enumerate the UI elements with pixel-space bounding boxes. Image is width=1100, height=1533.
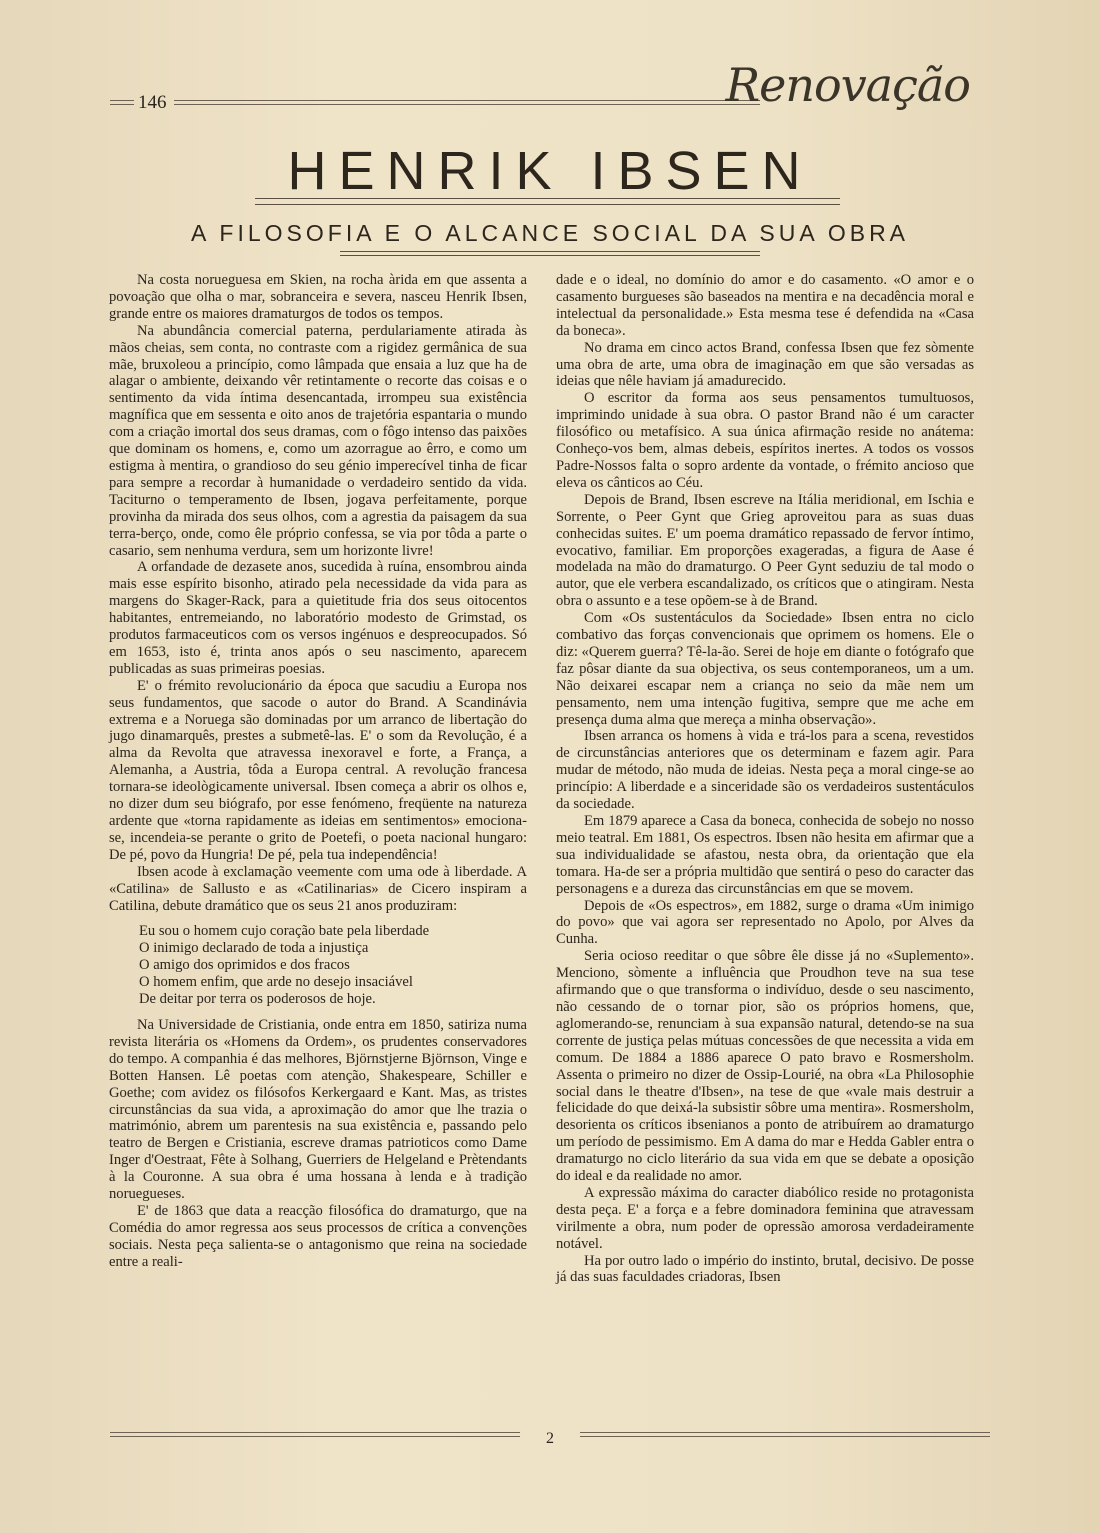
paragraph: Em 1879 aparece a Casa da boneca, conhecida de sobejo no nosso meio teatral. Em 1881, Os espectros. Ibsen não hesita em afirmar que a sua individualidade se afastou, nesta obra, da orientação que ela tomara. Ha-de ser a própria multidão que sentirá o peso do caracter das personagens e a dureza das circunstâncias em que se movem. — [556, 813, 974, 897]
poem-line: O amigo dos oprimidos e dos fracos — [139, 957, 350, 974]
paragraph: Na abundância comercial paterna, perdulariamente atirada às mãos cheias, sem conta, no contraste com a rigidez germânica de sua mãe, bruxoleou a princípio, como lâmpada que ensaia a luz que ha de alagar o ambiente, deixando vêr retintamente o recorte das coisas e o sentimento da vida íntima desencantada, irrompeu sua existência magnífica que em sessenta e oito anos de trajetória espantaria o mundo com a criação imortal dos seus dramas, com o fôgo intenso das paixões que dominam os homens, e, como um azorrague ao êrro, e como um estigma à mentira, o grandioso do seu génio imperecível tinha de ficar para sempre a recordar à humanidade o verdadeiro sentido da vida. Taciturno o temperamento de Ibsen, jogava perfeitamente, porque provinha da mirada dos seus olhos, com a agrestia da paisagem da sua terra-berço, onde, como êle próprio confessa, se via por tôda a parte o casario, sem nenhuma verdura, sem um horizonte livre! — [109, 322, 527, 559]
article-subtitle: A FILOSOFIA E O ALCANCE SOCIAL DA SUA OBRA — [190, 220, 910, 246]
paragraph: Ha por outro lado o império do instinto, brutal, decisivo. De posse já das suas faculdades criadoras, Ibsen — [556, 1252, 974, 1286]
header-rule — [174, 100, 760, 101]
paragraph: Depois de «Os espectros», em 1882, surge o drama «Um inimigo do povo» que vai agora ser representado no Apolo, por Alves da Cunha. — [556, 897, 974, 948]
header-rule-left-2 — [110, 104, 134, 105]
poem-line: Eu sou o homem cujo coração bate pela liberdade — [139, 923, 430, 940]
text-column-left — [109, 272, 527, 1271]
paragraph: Com «Os sustentáculos da Sociedade» Ibsen entra no ciclo combativo das forças convencionais que oprimem os homens. Ele o diz: «Querem guerra? Tê-la-ão. Serei de hoje em diante o fotógrafo que faz pôsar diante da sua objectiva, os seus contemporaneos, um a um. Não deixarei escapar nem a criança no seio da mãe nem um pensamento, nem uma intenção fugitiva, sempre que me ache em presença duma alma que mereça a minha observação». — [556, 610, 974, 728]
footer-rule-left — [110, 1432, 520, 1433]
paragraph: O escritor da forma aos seus pensamentos tumultuosos, imprimindo unidade à sua obra. O pastor Brand não é um caracter filosófico ou metafísico. A sua única afirmação reside no anátema: Conheço-vos bem, almas debeis, espíritos inertes. A todos os vossos Padre-Nossos falta o sopro ardente da vontade, o frémito ancioso que eleva os cânticos ao Céu. — [556, 390, 974, 491]
paragraph: E' o frémito revolucionário da época que sacudiu a Europa nos seus fundamentos, que sacode o autor do Brand. A Scandinávia extrema e a Noruega são dominadas por um arranco de libertação do jugo dinamarquês, prestes a submetê-las. E' o som da Revolução, é a alma da Revolta que atravessa inexoravel e forte, a França, a Alemanha, a Austria, tôda a Europa central. A revolução francesa tornara-se ideològicamente universal. Ibsen começa a abrir os olhos e, no dizer dum seu biógrafo, por esse fenómeno, freqüente na natureza ardente que «torna rapidamente as ideias em sentimentos» emociona-se, incendeia-se perante o grito de Poetefi, o poeta nacional hungaro: De pé, povo da Hungria! De pé, pela tua independência! — [109, 677, 527, 863]
page-header — [110, 58, 990, 140]
paragraph: dade e o ideal, no domínio do amor e do casamento. «O amor e o casamento burgueses são baseados na mentira e na decadência moral e intelectual da personalidade.» Esta mesma tese é defendida na «Casa da boneca». — [556, 272, 974, 339]
paragraph: Seria ocioso reeditar o que sôbre êle disse já no «Suplemento». Menciono, sòmente a influência que Proudhon teve na sua tese afirmando que o que transforma o indivíduo, desde o seu nascimento, não cessando de o tornar pior, são os próprios homens, que, aglomerando-se, renunciam à sua expansão natural, detendo-se na sua corrente de justiça pelas mútuas concessões de que necessita a vida em comum. De 1884 a 1886 aparece O pato bravo e Rosmersholm. Assenta o primeiro no dizer de Ossip-Lourié, na obra «La Philosophie social dans le theatre d'Ibsen», na tese de que «vale mais destruir a felicidade do que deixá-la subsistir sôbre uma mentira». Rosmersholm, desorienta os críticos ibsenianos a ponto de atribuírem ao dramaturgo um período de pessimismo. Em A dama do mar e Hedda Gabler entra o dramaturgo no ciclo literário da sua vida em que se debate a oposição do ideal e da realidade no amor. — [556, 948, 974, 1185]
text-column-right — [556, 272, 974, 1286]
header-rule-left — [110, 100, 134, 101]
paragraph: No drama em cinco actos Brand, confessa Ibsen que fez sòmente uma obra de arte, uma obra de imaginação em que são versadas as ideias que nêle haviam já amadurecido. — [556, 339, 974, 390]
paragraph: A expressão máxima do caracter diabólico reside no protagonista desta peça. E' a força e a febre dominadora feminina que atravessam virilmente a obra, num poder de opressão amorosa verdadeiramente notável. — [556, 1184, 974, 1252]
paragraph: Ibsen acode à exclamação veemente com uma ode à liberdade. A «Catilina» de Sallusto e as «Catilinarias» de Cicero inspiram a Catilina, debute dramático que os seus 21 anos produziram: — [109, 863, 527, 914]
footer-rule-left-2 — [110, 1436, 520, 1437]
header-rule-2 — [174, 104, 760, 105]
subtitle-divider — [340, 251, 760, 256]
article-title: HENRIK IBSEN — [287, 141, 813, 201]
paragraph: Depois de Brand, Ibsen escreve na Itália meridional, em Ischia e Sorrente, o Peer Gynt que Grieg aproveitou para as suas duas conhecidas suites. E' um poema dramático repassado de fervor íntimo, evocativo, familiar. Em proporções exageradas, a figura de Aase é modelada na mão do dramaturgo. O Peer Gynt seduziu de tal modo o autor, que ele verbera escandalizado, os críticos que o atingiram. Nesta obra o assunto e a tese opõem-se à de Brand. — [556, 491, 974, 610]
paragraph: Na Universidade de Cristiania, onde entra em 1850, satiriza numa revista literária os «Homens da Ordem», os prudentes conservadores do tempo. A companhia é das melhores, Björnstjerne Björnson, Vinge e Botten Hansen. Lê poetas com atenção, Shakespeare, Schiller e Goethe; com avidez os filósofos Kerkergaard e Kant. Mas, as tristes circunstâncias da sua vida, a aproximação do amor que lhe trazia o matrimónio, abrem um parentesis na sua existência e, passando pelo teatro de Bergen e Cristiania, escreve dramas patrioticos como Dame Inger d'Oestraat, Fête à Solhang, Guerriers de Helgeland e Prètendants à la Couronne. A sua obra é uma hossana à lenda e à tradição noruegueses. — [109, 1016, 527, 1203]
poem-line: O homem enfim, que arde no desejo insaciável — [139, 974, 413, 991]
paragraph: Na costa norueguesa em Skien, na rocha àrida em que assenta a povoação que olha o mar, sobranceira e severa, nasceu Henrik Ibsen, grande entre os maiores dramaturgos de todos os tempos. — [109, 272, 527, 322]
paragraph: A orfandade de dezasete anos, sucedida à ruína, ensombrou ainda mais esse espírito bisonho, atirado pela necessidade da vida para as margens do Skager-Rack, para a quietitude fria dos seus oitocentos habitantes, entremeiando, no laboratório modesto de Grimstad, os produtos farmaceuticos com os versos ingénuos e despreocupados. Só em 1653, isto é, trinta anos após o seu nascimento, aparecem publicadas as suas primeiras poesias. — [109, 559, 527, 677]
footer-rule-right — [580, 1432, 990, 1433]
title-divider — [255, 198, 840, 205]
paragraph: E' de 1863 que data a reacção filosófica do dramaturgo, que na Comédia do amor regressa aos seus processos de crítica a convenções sociais. Nesta peça salienta-se o antagonismo que reina na sociedade entre a reali- — [109, 1202, 527, 1270]
footer-rule-right-2 — [580, 1436, 990, 1437]
sheet-number: 2 — [546, 1430, 554, 1447]
magazine-logo: Renovação — [725, 58, 970, 112]
poem-line: O inimigo declarado de toda a injustiça — [139, 940, 369, 957]
poem-quote — [139, 923, 527, 1008]
paragraph: Ibsen arranca os homens à vida e trá-los para a scena, revestidos de circunstâncias anteriores que os determinam e fazem agir. Para mudar de método, não muda de ideias. Nesta peça a moral cinge-se ao princípio: A liberdade e a sinceridade são os verdadeiros sustentáculos da sociedade. — [556, 728, 974, 813]
page-number: 146 — [138, 92, 167, 113]
poem-line: De deitar por terra os poderosos de hoje. — [139, 991, 376, 1008]
